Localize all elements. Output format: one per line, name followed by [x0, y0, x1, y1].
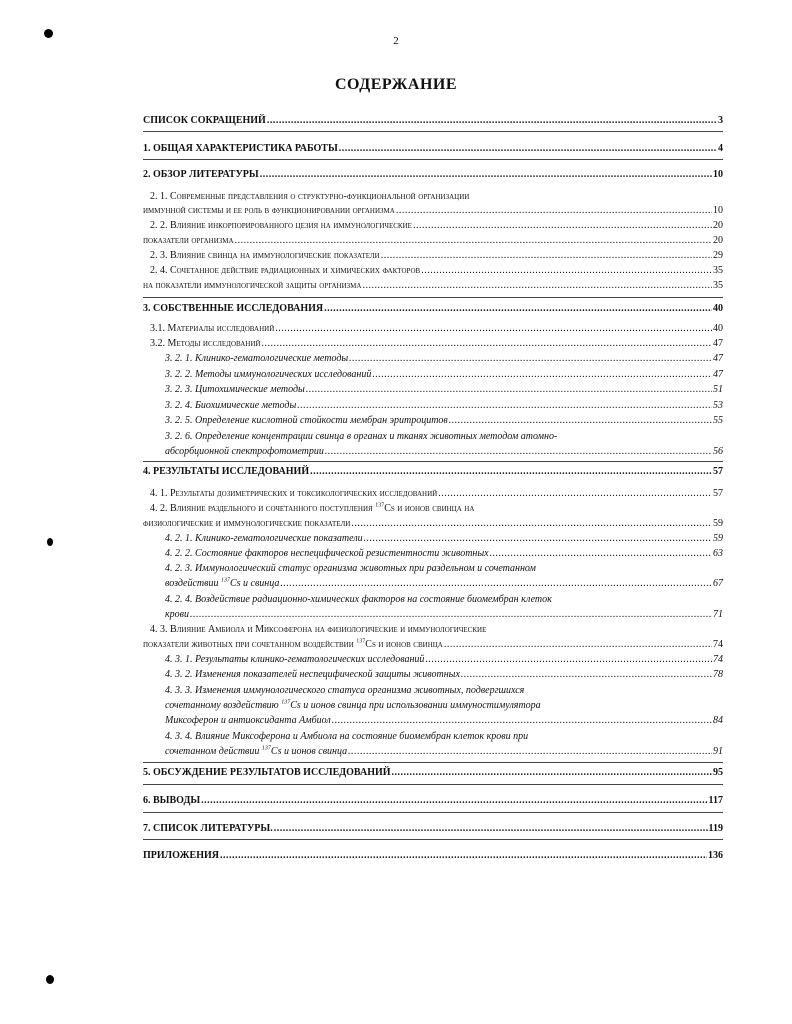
- toc-entry-4-2-4: [165, 608, 723, 622]
- page-title: СОДЕРЖАНИЕ: [334, 76, 458, 93]
- divider: [143, 812, 723, 813]
- divider: [143, 784, 723, 785]
- divider: [143, 839, 723, 840]
- toc-entry-title: физиологические и иммунологические показатели: [143, 518, 351, 529]
- toc-entry-title: 3.2. Методы исследований: [150, 338, 261, 349]
- punch-hole-mark: [46, 975, 54, 984]
- toc-entry-2-3: [150, 249, 723, 263]
- toc-entry-page: 35: [713, 280, 723, 291]
- toc-entry-4-3-3: [165, 714, 723, 728]
- toc-entry-title: 4. 3. 2. Изменения показателей неспецифической защиты животных: [165, 669, 460, 680]
- toc-entry-title: 4. 1. Результаты дозиметрических и токсикологических исследований: [150, 488, 438, 499]
- toc-entry-chapter-4: [143, 465, 723, 479]
- toc-entry-3-2-2: [165, 368, 723, 382]
- toc-entry-title: крови: [165, 609, 190, 620]
- toc-entry-page: 40: [713, 303, 723, 314]
- toc-entry-title: Миксоферон и антиоксиданта Амбиол: [165, 715, 331, 726]
- divider: [143, 131, 723, 132]
- toc-entry-chapter-2: [143, 168, 723, 182]
- toc-entry-page: 59: [713, 533, 723, 544]
- toc-entry-page: 74: [713, 654, 723, 665]
- toc-entry-4-2-2: [165, 547, 723, 561]
- toc-entry-title: 2. 3. Влияние свинца на иммунологические показатели: [150, 250, 380, 261]
- toc-entry-chapter-6: [143, 794, 723, 808]
- toc-entry-page: 57: [713, 466, 723, 477]
- toc-entry-page: 67: [713, 578, 723, 589]
- toc-entry-page: 136: [708, 850, 723, 861]
- toc-entry-title: иммунной системы и ее роль в функционировании организма: [143, 205, 395, 216]
- toc-entry-abbreviations: [143, 114, 723, 128]
- toc-entry-3-2: [150, 337, 723, 351]
- toc-entry-4-2-3: [165, 577, 723, 591]
- toc-entry-title: показатели организма: [143, 235, 234, 246]
- toc-entry-4-3-4-line1: 4. 3. 4. Влияние Миксоферона и Амбиола на состояние биомембран клеток крови при: [165, 731, 529, 742]
- toc-entry-page: 47: [713, 369, 723, 380]
- toc-entry-page: 3: [718, 115, 723, 126]
- toc-entry-title: 3. 2. 4. Биохимические методы: [165, 400, 297, 411]
- toc-entry-page: 56: [713, 446, 723, 457]
- toc-entry-page: 10: [713, 169, 723, 180]
- toc-entry-page: 53: [713, 400, 723, 411]
- toc-entry-page: 40: [713, 323, 723, 334]
- toc-entry-page: 55: [713, 415, 723, 426]
- toc-entry-4-3-line1: 4. 3. Влияние Амбиола и Миксоферона на физиологические и иммунологические: [150, 624, 487, 635]
- toc-entry-page: 47: [713, 353, 723, 364]
- toc-entry-title: 4. 2. 2. Состояние факторов неспецифической резистентности животных: [165, 548, 489, 559]
- toc-entry-page: 35: [713, 265, 723, 276]
- toc-entry-4-3-1: [165, 653, 723, 667]
- toc-entry-3-2-6-line1: 3. 2. 6. Определение концентрации свинца в органах и тканях животных методом атомно-: [165, 431, 558, 442]
- divider: [143, 762, 723, 763]
- toc-entry-3-1: [150, 322, 723, 336]
- toc-entry-title: 2. 2. Влияние инкорпорированного цезия на иммунологические: [150, 220, 412, 231]
- toc-entry-title: 2. 4. Сочетанное действие радиационных и химических факторов: [150, 265, 421, 276]
- toc-entry-page: 20: [713, 235, 723, 246]
- toc-entry-appendix: [143, 849, 723, 863]
- toc-entry-page: 10: [713, 205, 723, 216]
- toc-entry-page: 74: [713, 639, 723, 650]
- toc-entry-2-4-line2: [143, 279, 723, 293]
- toc-entry-title: 1. ОБЩАЯ ХАРАКТЕРИСТИКА РАБОТЫ: [143, 143, 338, 154]
- toc-entry-chapter-1: [143, 142, 723, 156]
- toc-entry-4-2-4-line1: 4. 2. 4. Воздействие радиационно-химических факторов на состояние биомембран клеток: [165, 594, 552, 605]
- toc-entry-chapter-7: [143, 822, 723, 836]
- toc-entry-title: показатели животных при сочетанном воздействии $^{137}$Cs и ионов свинца: [143, 638, 443, 650]
- toc-entry-page: 4: [718, 143, 723, 154]
- page-number: 2: [393, 35, 399, 47]
- toc-entry-4-3-4: [165, 745, 723, 759]
- toc-entry-page: 20: [713, 220, 723, 231]
- toc-entry-title: на показатели иммунологической защиты организма: [143, 280, 362, 291]
- toc-entry-2-2: [150, 219, 723, 233]
- toc-entry-4-3-3-line2: сочетанному воздействию $^{137}$Cs и ионов свинца при использовании иммуностимулятора: [165, 699, 541, 711]
- toc-entry-3-2-3: [165, 383, 723, 397]
- divider: [143, 159, 723, 160]
- toc-entry-4-1: [150, 487, 723, 501]
- toc-entry-3-2-6: [165, 445, 723, 459]
- toc-entry-2-4: [150, 264, 723, 278]
- toc-entry-title: 3. 2. 1. Клинико-гематологические методы: [165, 353, 349, 364]
- toc-entry-4-3-2: [165, 668, 723, 682]
- toc-entry-title: 5. ОБСУЖДЕНИЕ РЕЗУЛЬТАТОВ ИССЛЕДОВАНИЙ: [143, 767, 391, 778]
- toc-entry-3-2-4: [165, 399, 723, 413]
- toc-entry-page: 78: [713, 669, 723, 680]
- toc-entry-title: 3. СОБСТВЕННЫЕ ИССЛЕДОВАНИЯ: [143, 303, 324, 314]
- divider: [143, 297, 723, 298]
- toc-entry-4-3-3-line1: 4. 3. 3. Изменения иммунологического статуса организма животных, подвергшихся: [165, 685, 525, 696]
- toc-entry-3-2-1: [165, 352, 723, 366]
- toc-entry-title: 3. 2. 2. Методы иммунологических исследований: [165, 369, 372, 380]
- toc-entry-4-2-line1: 4. 2. Влияние раздельного и сочетанного поступления $^{137}$Cs и ионов свинца на: [150, 502, 475, 514]
- toc-entry-page: 59: [713, 518, 723, 529]
- toc-entry-page: 57: [713, 488, 723, 499]
- toc-entry-page: 84: [713, 715, 723, 726]
- toc-entry-title: сочетанном действии $^{137}$Cs и ионов свинца: [165, 745, 348, 757]
- toc-entry-chapter-5: [143, 766, 723, 780]
- toc-entry-2-1-line1: 2. 1. Современные представления о структурно-функциональной организации: [150, 191, 470, 202]
- toc-entry-page: 95: [713, 767, 723, 778]
- toc-entry-title: 4. 3. 1. Результаты клинико-гематологических исследований: [165, 654, 425, 665]
- punch-hole-mark: [47, 538, 53, 546]
- toc-entry-page: 119: [708, 823, 723, 834]
- toc-entry-chapter-3: [143, 302, 723, 316]
- toc-entry-title: 3. 2. 5. Определение кислотной стойкости мембран эритроцитов: [165, 415, 448, 426]
- toc-entry-title: 6. ВЫВОДЫ: [143, 795, 201, 806]
- toc-entry-page: 47: [713, 338, 723, 349]
- toc-entry-title: 3. 2. 3. Цитохимические методы: [165, 384, 305, 395]
- toc-entry-title: СПИСОК СОКРАЩЕНИЙ: [143, 115, 266, 126]
- toc-entry-title: абсорбционной спектрофотометрии: [165, 446, 324, 457]
- toc-entry-title: 2. ОБЗОР ЛИТЕРАТУРЫ: [143, 169, 259, 180]
- toc-entry-2-1: [143, 204, 723, 218]
- toc-entry-page: 51: [713, 384, 723, 395]
- toc-entry-2-2-line2: [143, 234, 723, 248]
- toc-entry-title: ПРИЛОЖЕНИЯ: [143, 850, 219, 861]
- toc-entry-title: 7. СПИСОК ЛИТЕРАТУРЫ.: [143, 823, 273, 834]
- toc-entry-title: воздействии $^{137}$Cs и свинца: [165, 577, 280, 589]
- toc-entry-page: 63: [713, 548, 723, 559]
- toc-entry-page: 71: [713, 609, 723, 620]
- toc-entry-4-2: [143, 517, 723, 531]
- toc-entry-page: 117: [708, 795, 723, 806]
- toc-entry-title: 4. 2. 1. Клинико-гематологические показатели: [165, 533, 363, 544]
- divider: [143, 461, 723, 462]
- toc-entry-page: 91: [713, 746, 723, 757]
- toc-entry-title: 4. РЕЗУЛЬТАТЫ ИССЛЕДОВАНИЙ: [143, 466, 310, 477]
- toc-entry-title: 3.1. Материалы исследований: [150, 323, 275, 334]
- toc-entry-3-2-5: [165, 414, 723, 428]
- toc-entry-page: 29: [713, 250, 723, 261]
- toc-entry-4-3: [143, 638, 723, 652]
- toc-entry-4-2-1: [165, 532, 723, 546]
- toc-entry-4-2-3-line1: 4. 2. 3. Иммунологический статус организма животных при раздельном и сочетанном: [165, 563, 536, 574]
